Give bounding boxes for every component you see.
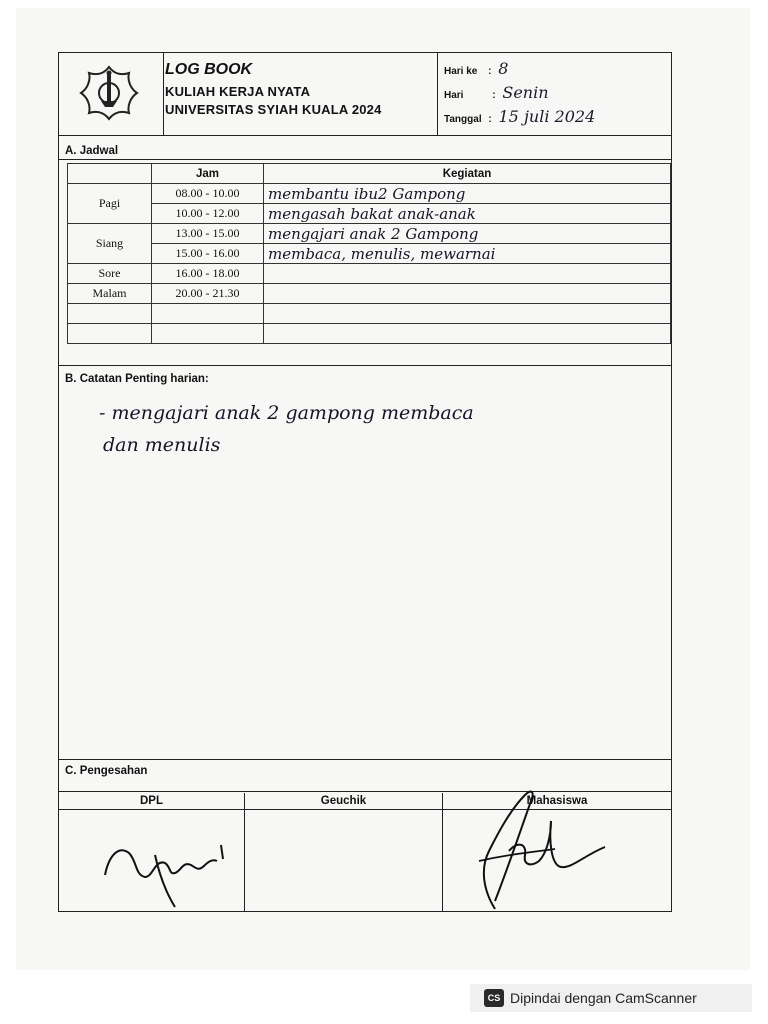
- table-row: [68, 184, 671, 204]
- time-cell: 16.00 - 18.00: [152, 264, 264, 284]
- university-name: UNIVERSITAS SYIAH KUALA 2024: [165, 102, 382, 117]
- note-line: dan menulis: [103, 434, 221, 456]
- geuchik-column: [245, 793, 443, 911]
- activity-cell: mengajari anak 2 Gampong: [264, 224, 671, 244]
- empty-cell: [68, 324, 152, 344]
- hari-label: Hari: [444, 90, 464, 101]
- activity-cell: membaca, menulis, mewarnai: [264, 244, 671, 264]
- time-cell: 08.00 - 10.00: [152, 184, 264, 204]
- dpl-column: [59, 793, 245, 911]
- tanggal-row: Tanggal : 15 juli 2024: [444, 107, 596, 126]
- section-c-label: C. Pengesahan: [65, 765, 148, 777]
- empty-cell: [264, 324, 671, 344]
- camscanner-badge: [470, 984, 752, 1012]
- note-line: - mengajari anak 2 gampong membaca: [99, 402, 474, 424]
- kegiatan-header: Kegiatan: [264, 164, 671, 184]
- logbook-title: LOG BOOK: [165, 61, 253, 78]
- hari-value: Senin: [502, 83, 549, 102]
- table-row: [68, 224, 671, 244]
- university-logo-icon: [77, 61, 141, 125]
- period-cell: Pagi: [68, 184, 152, 224]
- table-row: [68, 244, 671, 264]
- jam-header: Jam: [152, 164, 264, 184]
- time-cell: 15.00 - 16.00: [152, 244, 264, 264]
- mahasiswa-column: [443, 793, 671, 911]
- activity-cell: [264, 264, 671, 284]
- section-b-label: B. Catatan Penting harian:: [65, 373, 209, 385]
- period-header: [68, 164, 152, 184]
- empty-cell: [152, 324, 264, 344]
- date-info-block: [437, 53, 672, 135]
- schedule-table: [67, 163, 671, 344]
- dpl-header: DPL: [59, 793, 244, 810]
- mahasiswa-header: Mahasiswa: [443, 793, 671, 810]
- activity-cell: mengasah bakat anak-anak: [264, 204, 671, 224]
- tanggal-value: 15 juli 2024: [498, 107, 596, 126]
- empty-cell: [152, 304, 264, 324]
- daily-notes: [99, 397, 659, 461]
- table-row: [68, 304, 671, 324]
- dpl-signature-icon: [95, 815, 255, 911]
- tanggal-label: Tanggal: [444, 114, 482, 125]
- divider: [59, 159, 671, 160]
- camscanner-icon: CS: [484, 989, 504, 1007]
- time-cell: 20.00 - 21.30: [152, 284, 264, 304]
- hari-row: Hari : Senin: [444, 83, 549, 102]
- table-row: [68, 284, 671, 304]
- period-cell: Siang: [68, 224, 152, 264]
- hari-ke-value: 8: [498, 59, 509, 78]
- mahasiswa-signature-icon: [455, 781, 615, 911]
- empty-cell: [264, 304, 671, 324]
- divider: [59, 365, 671, 366]
- geuchik-header: Geuchik: [245, 793, 442, 810]
- divider: [59, 759, 671, 760]
- time-cell: 10.00 - 12.00: [152, 204, 264, 224]
- logbook-form: [58, 52, 672, 912]
- title-block: [165, 59, 435, 119]
- signature-row: [59, 793, 671, 911]
- logo-cell: [59, 53, 164, 135]
- table-row: [68, 204, 671, 224]
- camscanner-text: Dipindai dengan CamScanner: [510, 990, 697, 1006]
- table-row: [68, 324, 671, 344]
- section-a-label: A. Jadwal: [65, 145, 119, 157]
- schedule-header-row: [68, 164, 671, 184]
- activity-cell: [264, 284, 671, 304]
- table-row: [68, 264, 671, 284]
- time-cell: 13.00 - 15.00: [152, 224, 264, 244]
- activity-cell: membantu ibu2 Gampong: [264, 184, 671, 204]
- form-header: [59, 53, 671, 136]
- program-name: KULIAH KERJA NYATA: [165, 84, 311, 99]
- period-cell: Sore: [68, 264, 152, 284]
- hari-ke-label: Hari ke: [444, 66, 478, 77]
- period-cell: Malam: [68, 284, 152, 304]
- empty-cell: [68, 304, 152, 324]
- hari-ke-row: Hari ke : 8: [444, 59, 509, 78]
